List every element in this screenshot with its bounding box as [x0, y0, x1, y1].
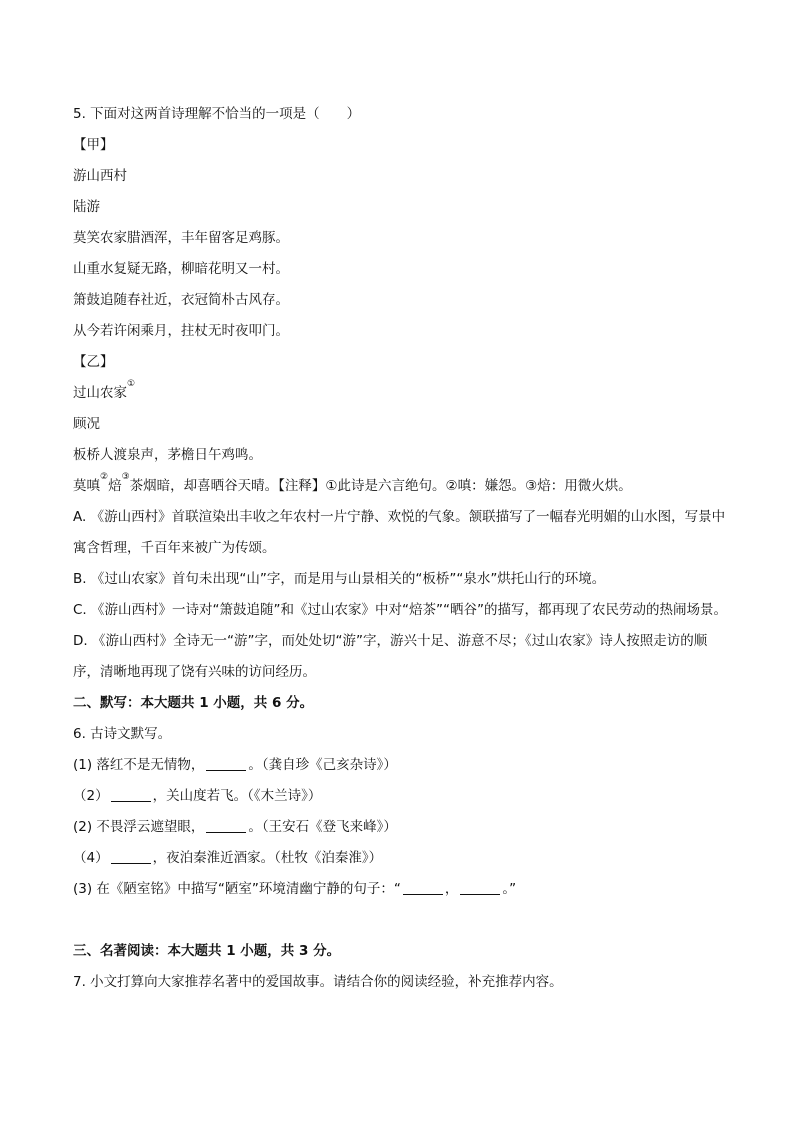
- poem1-author: 陆游: [73, 199, 100, 215]
- question-6-stem: 6. 古诗文默写。: [73, 726, 172, 742]
- q6-item-text: （4）: [73, 850, 109, 866]
- section-3-heading: 三、名著阅读：本大题共 1 小题，共 3 分。: [73, 943, 341, 959]
- q6-item-separator: ，: [444, 881, 459, 897]
- question-5-stem: 5. 下面对这两首诗理解不恰当的一项是（ ）: [73, 106, 361, 122]
- q6-item-text: 。（王安石《登飞来峰》）: [248, 819, 397, 835]
- q6-item-1: [73, 750, 733, 781]
- q6-item-text: （2）: [73, 788, 109, 804]
- answer-blank[interactable]: [111, 787, 151, 802]
- answer-blank[interactable]: [111, 849, 151, 864]
- q6-item-5: [73, 874, 733, 905]
- exam-page: [73, 99, 733, 998]
- answer-blank[interactable]: [403, 880, 443, 895]
- answer-blank[interactable]: [460, 880, 500, 895]
- poem1-line: 从今若许闲乘月，拄杖无时夜叩门。: [73, 323, 289, 339]
- question-7-stem: 7. 小文打算向大家推荐名著中的爱国故事。请结合你的阅读经验，补充推荐内容。: [73, 974, 563, 990]
- poem-jia-label: 【甲】: [73, 137, 114, 153]
- poem2-line-part: 茶烟暗，却喜晒谷天晴。【注释】①此诗是六言绝句。②嗔：嫌怨。③焙：用微火烘。: [129, 478, 632, 494]
- poem2-line-part: 焙: [108, 478, 122, 494]
- answer-blank[interactable]: [206, 818, 246, 833]
- q6-item-2: [73, 781, 733, 812]
- q6-item-text: 。（龚自珍《己亥杂诗》）: [248, 757, 397, 773]
- q6-item-text: (2) 不畏浮云遮望眼，: [73, 819, 205, 835]
- poem2-author: 顾况: [73, 416, 100, 432]
- poem2-line: 板桥人渡泉声，茅檐日午鸡鸣。: [73, 447, 262, 463]
- q6-item-3: [73, 812, 733, 843]
- poem2-line-with-notes: [73, 471, 733, 502]
- footnote-marker-2: ②: [100, 472, 109, 482]
- poem1-line: 山重水复疑无路，柳暗花明又一村。: [73, 261, 289, 277]
- answer-blank[interactable]: [206, 756, 246, 771]
- spacer: [73, 905, 733, 936]
- poem2-line-part: 莫嗔: [73, 478, 100, 494]
- q6-item-text: ，关山度若飞。（《木兰诗》）: [152, 788, 322, 804]
- footnote-marker-1: ①: [127, 379, 136, 389]
- q6-item-text: 。”: [502, 881, 517, 897]
- poem2-title-text: 过山农家: [73, 385, 127, 401]
- q6-item-text: (1) 落红不是无情物，: [73, 757, 205, 773]
- option-d: D. 《游山西村》全诗无一“游”字，而处处切“游”字，游兴十足、游意不尽；《过山农家》诗人按照走访的顺序，清晰地再现了饶有兴味的访问经历。: [73, 633, 708, 680]
- q6-item-4: [73, 843, 733, 874]
- poem-yi-label: 【乙】: [73, 354, 114, 370]
- poem2-title: [73, 378, 733, 409]
- section-2-heading: 二、默写：本大题共 1 小题，共 6 分。: [73, 695, 314, 711]
- poem1-title: 游山西村: [73, 168, 127, 184]
- option-c: C. 《游山西村》一诗对“箫鼓追随”和《过山农家》中对“焙茶”“晒谷”的描写，都再现了农民劳动的热闹场景。: [73, 602, 727, 618]
- option-a: A. 《游山西村》首联渲染出丰收之年农村一片宁静、欢悦的气象。颔联描写了一幅春光明媚的山水图，写景中寓含哲理，千百年来被广为传颂。: [73, 509, 726, 556]
- footnote-marker-3: ③: [121, 472, 130, 482]
- poem1-line: 箫鼓追随春社近，衣冠简朴古风存。: [73, 292, 289, 308]
- option-b: B. 《过山农家》首句未出现“山”字，而是用与山景相关的“板桥”“泉水”烘托山行的环境。: [73, 571, 606, 587]
- poem1-line: 莫笑农家腊酒浑，丰年留客足鸡豚。: [73, 230, 289, 246]
- q6-item-text: (3) 在《陋室铭》中描写“陋室”环境清幽宁静的句子：“: [73, 881, 401, 897]
- q6-item-text: ，夜泊秦淮近酒家。（杜牧《泊秦淮》）: [152, 850, 383, 866]
